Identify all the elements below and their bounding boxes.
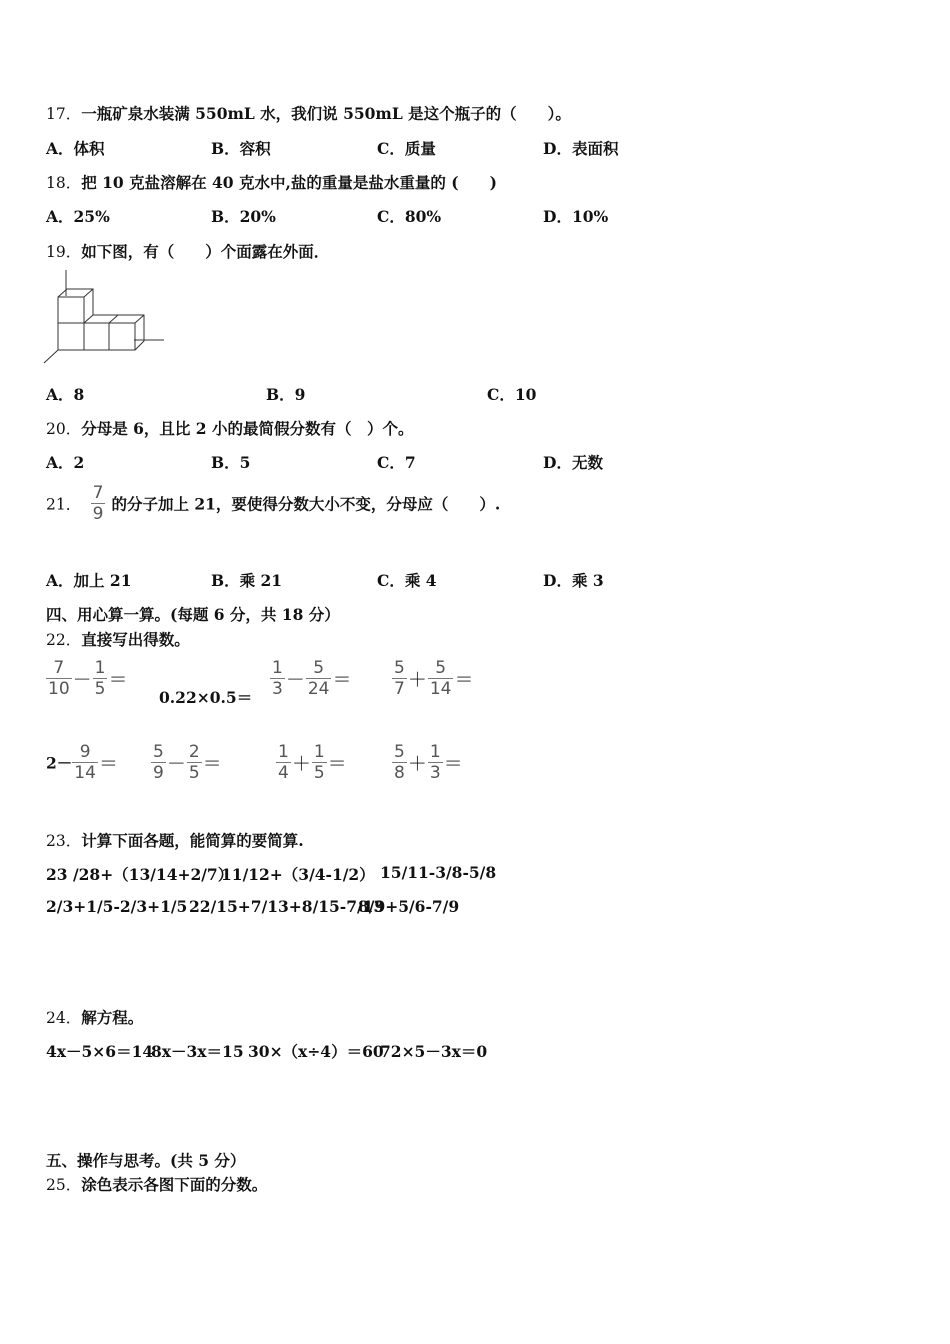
- numerator: 5: [313, 658, 325, 678]
- operator: －: [166, 753, 186, 775]
- denominator: 10: [48, 679, 70, 699]
- equation: 72×5－3x＝0: [380, 1042, 488, 1061]
- numerator: 5: [435, 658, 447, 678]
- question-number: 23．: [46, 832, 82, 850]
- option-b[interactable]: B．容积: [211, 139, 271, 158]
- operator: －: [72, 669, 92, 691]
- numerator: 1: [272, 658, 283, 678]
- calc-expression-1: [46, 658, 129, 699]
- question-19: [46, 240, 329, 262]
- question-18: [46, 171, 497, 193]
- cube-figure: [40, 266, 170, 366]
- operator: －: [285, 669, 305, 691]
- fraction: [392, 658, 407, 699]
- denominator: 7: [394, 679, 405, 699]
- numerator: 1: [278, 742, 289, 762]
- option-b[interactable]: B．9: [266, 385, 306, 404]
- cube-bottom-3: [109, 323, 135, 350]
- equals: ＝: [454, 669, 474, 691]
- cube-bottom-1: [58, 323, 84, 350]
- numerator: 5: [394, 658, 405, 678]
- fraction: [392, 742, 407, 783]
- question-21: [46, 483, 500, 524]
- question-24: [46, 1006, 143, 1028]
- denominator: 3: [272, 679, 283, 699]
- fraction: [270, 658, 285, 699]
- fraction: [72, 742, 98, 783]
- section-5-title: 五、操作与思考。(共 5 分）: [46, 1151, 246, 1170]
- option-a[interactable]: A．25%: [46, 207, 110, 226]
- equals: ＝: [443, 753, 463, 775]
- cube-top: [58, 297, 84, 323]
- option-a[interactable]: A．加上 21: [46, 571, 132, 590]
- operator: ＋: [291, 753, 311, 775]
- question-text: 把 10 克盐溶解在 40 克水中,盐的重量是盐水重量的 ( ): [81, 173, 497, 192]
- option-c[interactable]: C．乘 4: [377, 571, 437, 590]
- calc-expression-5: [46, 742, 119, 783]
- option-c[interactable]: C．80%: [377, 207, 442, 226]
- equals: ＝: [327, 753, 347, 775]
- calc-expression-7: [276, 742, 348, 783]
- calc-expression-6: [151, 742, 223, 783]
- question-number: 17．: [46, 105, 82, 123]
- denominator: 4: [278, 763, 289, 783]
- denominator: 9: [92, 504, 104, 524]
- option-a[interactable]: A．8: [46, 385, 85, 404]
- question-number: 24．: [46, 1009, 82, 1027]
- question-text: 一瓶矿泉水装满 550mL 水，我们说 550mL 是这个瓶子的（ ）。: [81, 104, 571, 123]
- question-text: 分母是 6，且比 2 小的最简假分数有（ ）个。: [81, 419, 414, 438]
- numerator: 1: [313, 742, 325, 762]
- question-number: 19．: [46, 243, 82, 261]
- option-b[interactable]: B．20%: [211, 207, 276, 226]
- numerator: 1: [429, 742, 441, 762]
- question-text: 解方程。: [81, 1008, 144, 1027]
- numerator: 5: [394, 742, 405, 762]
- fraction: [428, 742, 443, 783]
- denominator: 14: [74, 763, 96, 783]
- question-number: 22．: [46, 631, 82, 649]
- question-number: 25．: [46, 1176, 82, 1194]
- calc-problem: 11/12+（3/4-1/2）: [221, 865, 375, 884]
- numerator: 9: [79, 742, 91, 762]
- numerator: 5: [153, 742, 164, 762]
- question-17: [46, 102, 571, 124]
- fraction: [151, 742, 166, 783]
- denominator: 5: [313, 763, 325, 783]
- equals: ＝: [202, 753, 222, 775]
- axis-line: [44, 350, 58, 363]
- numerator: 7: [92, 483, 104, 503]
- equals: ＝: [108, 669, 128, 691]
- question-20: [46, 417, 414, 439]
- denominator: 5: [188, 763, 200, 783]
- fraction: [93, 658, 108, 699]
- question-text: 的分子加上 21，要使得分数大小不变，分母应（ ）.: [111, 494, 501, 514]
- option-c[interactable]: C．10: [487, 385, 537, 404]
- denominator: 3: [429, 763, 441, 783]
- equation: 8x－3x＝15: [151, 1042, 244, 1061]
- operator: ＋: [407, 753, 427, 775]
- calc-problem: 22/15+7/13+8/15-7/13: [189, 897, 385, 916]
- calc-expression-2: 0.22×0.5＝: [159, 688, 253, 707]
- question-22: [46, 628, 190, 650]
- option-d[interactable]: D．无数: [543, 453, 603, 472]
- option-a[interactable]: A．2: [46, 453, 85, 472]
- fraction: [91, 483, 106, 524]
- fraction: [306, 658, 332, 699]
- fraction: [312, 742, 327, 783]
- question-text: 直接写出得数。: [81, 630, 190, 649]
- lead-term: 2－: [46, 753, 73, 773]
- question-number: 18．: [46, 174, 82, 192]
- calc-problem: 23 /28+（13/14+2/7）: [46, 865, 234, 884]
- fraction: [187, 742, 202, 783]
- calc-problem: 8/9+5/6-7/9: [358, 897, 460, 916]
- option-c[interactable]: C．质量: [377, 139, 436, 158]
- option-d[interactable]: D．10%: [543, 207, 609, 226]
- operator: ＋: [407, 669, 427, 691]
- question-number: 20．: [46, 420, 82, 438]
- equals: ＝: [332, 669, 352, 691]
- fraction: [428, 658, 454, 699]
- question-number: 21．: [46, 495, 82, 514]
- calc-expression-3: [270, 658, 353, 699]
- cube-bottom-2: [84, 323, 109, 350]
- option-b[interactable]: B．5: [211, 453, 251, 472]
- equation: 30×（x÷4）＝60: [248, 1042, 384, 1061]
- denominator: 9: [153, 763, 164, 783]
- question-25: [46, 1173, 267, 1195]
- calc-expression-8: [392, 742, 464, 783]
- option-c[interactable]: C．7: [377, 453, 416, 472]
- question-text: 涂色表示各图下面的分数。: [81, 1175, 268, 1194]
- denominator: 5: [94, 679, 106, 699]
- calc-problem: 15/11-3/8-5/8: [380, 863, 497, 882]
- calc-problem: 2/3+1/5-2/3+1/5: [46, 897, 188, 916]
- question-text: 如下图，有（ ）个面露在外面．: [81, 242, 330, 261]
- numerator: 1: [94, 658, 106, 678]
- denominator: 14: [429, 679, 452, 699]
- equals: ＝: [98, 753, 118, 775]
- option-d[interactable]: D．乘 3: [543, 571, 604, 590]
- section-4-title: 四、用心算一算。(每题 6 分，共 18 分）: [46, 605, 340, 624]
- option-b[interactable]: B．乘 21: [211, 571, 283, 590]
- numerator: 7: [53, 658, 65, 678]
- question-23: [46, 829, 304, 851]
- denominator: 24: [307, 679, 330, 699]
- question-text: 计算下面各题，能简算的要简算.: [81, 831, 304, 850]
- option-a[interactable]: A．体积: [46, 139, 105, 158]
- numerator: 2: [188, 742, 200, 762]
- option-d[interactable]: D．表面积: [543, 139, 619, 158]
- fraction: [46, 658, 72, 699]
- fraction: [276, 742, 291, 783]
- equation: 4x－5×6＝14: [46, 1042, 154, 1061]
- calc-expression-4: [392, 658, 475, 699]
- denominator: 8: [394, 763, 405, 783]
